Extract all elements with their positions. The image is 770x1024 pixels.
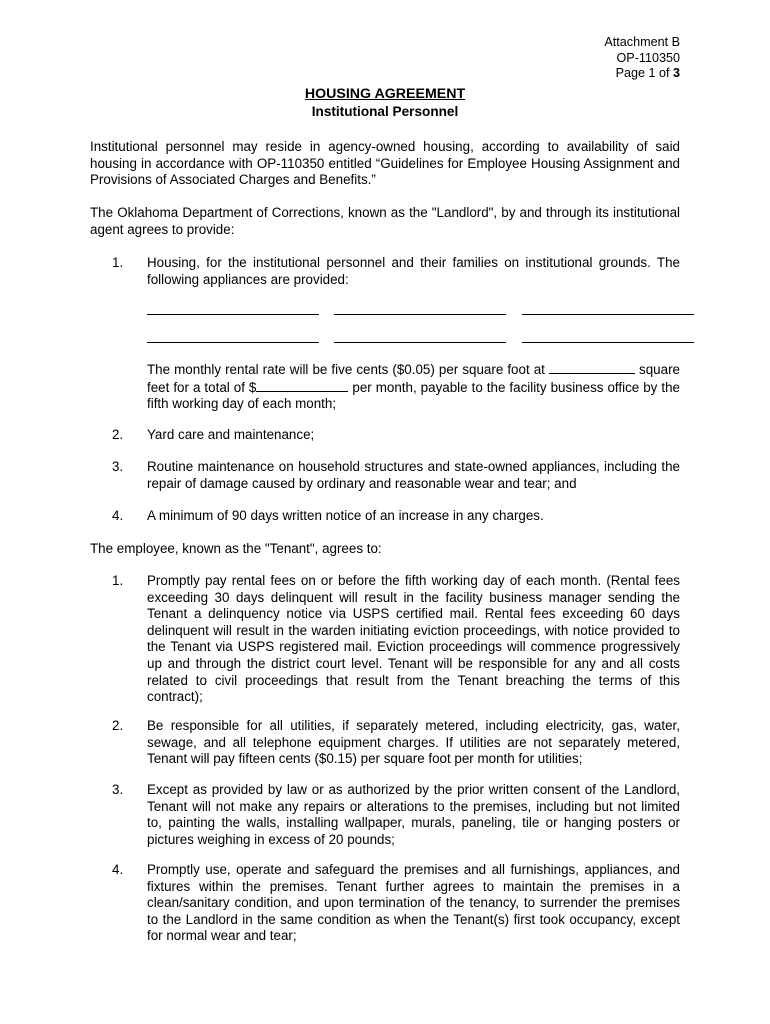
item-number: 4. bbox=[112, 862, 124, 877]
document-title: HOUSING AGREEMENT bbox=[304, 86, 466, 102]
item-text: Except as provided by law or as authorized by the prior written consent of the Landlord, Tenant will not make any repairs or alterations to the premises, including but not limited to, painting the walls, installing wallpaper, murals, paneling, tile or hanging posters or pictures weighing in excess of 20 pounds; bbox=[147, 782, 680, 847]
appliance-blanks-row bbox=[147, 342, 694, 343]
tenant-item bbox=[90, 573, 680, 706]
rent-text-3: per month, payable to the facility business office by the fifth working day of each month; bbox=[147, 379, 680, 412]
item-number: 3. bbox=[112, 782, 124, 797]
page-prefix: Page 1 of bbox=[615, 66, 673, 81]
document-subtitle: Institutional Personnel bbox=[311, 104, 459, 119]
item-text: Routine maintenance on household structures and state-owned appliances, including the repair of damage caused by ordinary and reasonable wear and tear; and bbox=[147, 459, 680, 491]
attachment-label: Attachment B bbox=[604, 35, 680, 49]
appliance-blank[interactable] bbox=[522, 342, 694, 343]
item-number: 4. bbox=[112, 508, 124, 523]
landlord-intro: The Oklahoma Department of Corrections, known as the "Landlord", by and through its institutional agent agrees to provide: bbox=[90, 205, 680, 237]
intro-paragraph: Institutional personnel may reside in agency-owned housing, according to availability of said housing in accordance with OP-110350 entitled “Guidelines for Employee Housing Assignment and Provisions of Associated Charges and Benefits.” bbox=[90, 139, 680, 188]
item-text: Promptly use, operate and safeguard the premises and all furnishings, appliances, and fixtures within the premises. Tenant further agrees to maintain the premises in a clean/sanitary condition, and upon termination of the tenancy, to surrender the premises to the Landlord in the same condition as when the Tenant(s) first took occupancy, except for normal wear and tear; bbox=[147, 862, 680, 944]
landlord-item bbox=[90, 459, 680, 492]
tenant-item bbox=[90, 782, 680, 848]
item-text: Be responsible for all utilities, if separately metered, including electricity, gas, water, sewage, and all telephone equipment charges. If utilities are not separately metered, Tenant will pay fifteen cents ($0.15) per square foot per month for utilities; bbox=[147, 718, 680, 767]
page-total: 3 bbox=[672, 66, 680, 81]
title-block bbox=[0, 86, 770, 120]
appliance-blank[interactable] bbox=[147, 314, 319, 315]
tenant-item bbox=[90, 862, 680, 945]
tenant-item bbox=[90, 718, 680, 768]
document-header bbox=[604, 35, 680, 82]
item-text: Promptly pay rental fees on or before the fifth working day of each month. (Rental fees exceeding 30 days delinquent will result in the facility business manager sending the Tenant a delinquency notice via USPS certified mail. Rental fees exceeding 60 days delinquent will result in the warden initiating eviction proceedings, with notice provided to the Tenant via USPS registered mail. Eviction proceedings will commence progressively up and through the district court level. Tenant will be responsible for any and all costs related to civil proceedings that result from the Tenant breaching the terms of this contract); bbox=[147, 573, 680, 705]
item-number: 1. bbox=[112, 255, 124, 270]
rental-rate-paragraph bbox=[147, 361, 680, 413]
rent-text-2: square feet for a total of $ bbox=[147, 362, 680, 395]
appliance-blank[interactable] bbox=[522, 314, 694, 315]
landlord-item bbox=[90, 255, 680, 288]
item-number: 2. bbox=[112, 427, 124, 442]
appliance-blank[interactable] bbox=[334, 342, 506, 343]
landlord-item bbox=[90, 427, 680, 444]
landlord-item bbox=[90, 508, 680, 525]
item-text: Yard care and maintenance; bbox=[147, 427, 315, 442]
item-number: 2. bbox=[112, 718, 124, 733]
total-amount-blank[interactable] bbox=[256, 379, 348, 392]
item-number: 1. bbox=[112, 573, 124, 588]
appliance-blanks-row bbox=[147, 314, 694, 315]
appliance-blank[interactable] bbox=[334, 314, 506, 315]
rent-text-1: The monthly rental rate will be five cents ($0.05) per square foot at bbox=[147, 362, 549, 377]
square-feet-blank[interactable] bbox=[549, 361, 635, 374]
policy-number: OP-110350 bbox=[616, 50, 680, 65]
page-number bbox=[604, 66, 680, 82]
item-number: 3. bbox=[112, 459, 124, 474]
item-text: Housing, for the institutional personnel and their families on institutional grounds. The following appliances are provided: bbox=[147, 255, 680, 287]
appliance-blank[interactable] bbox=[147, 342, 319, 343]
item-text: A minimum of 90 days written notice of an increase in any charges. bbox=[147, 508, 544, 523]
tenant-intro: The employee, known as the "Tenant", agrees to: bbox=[90, 541, 382, 556]
